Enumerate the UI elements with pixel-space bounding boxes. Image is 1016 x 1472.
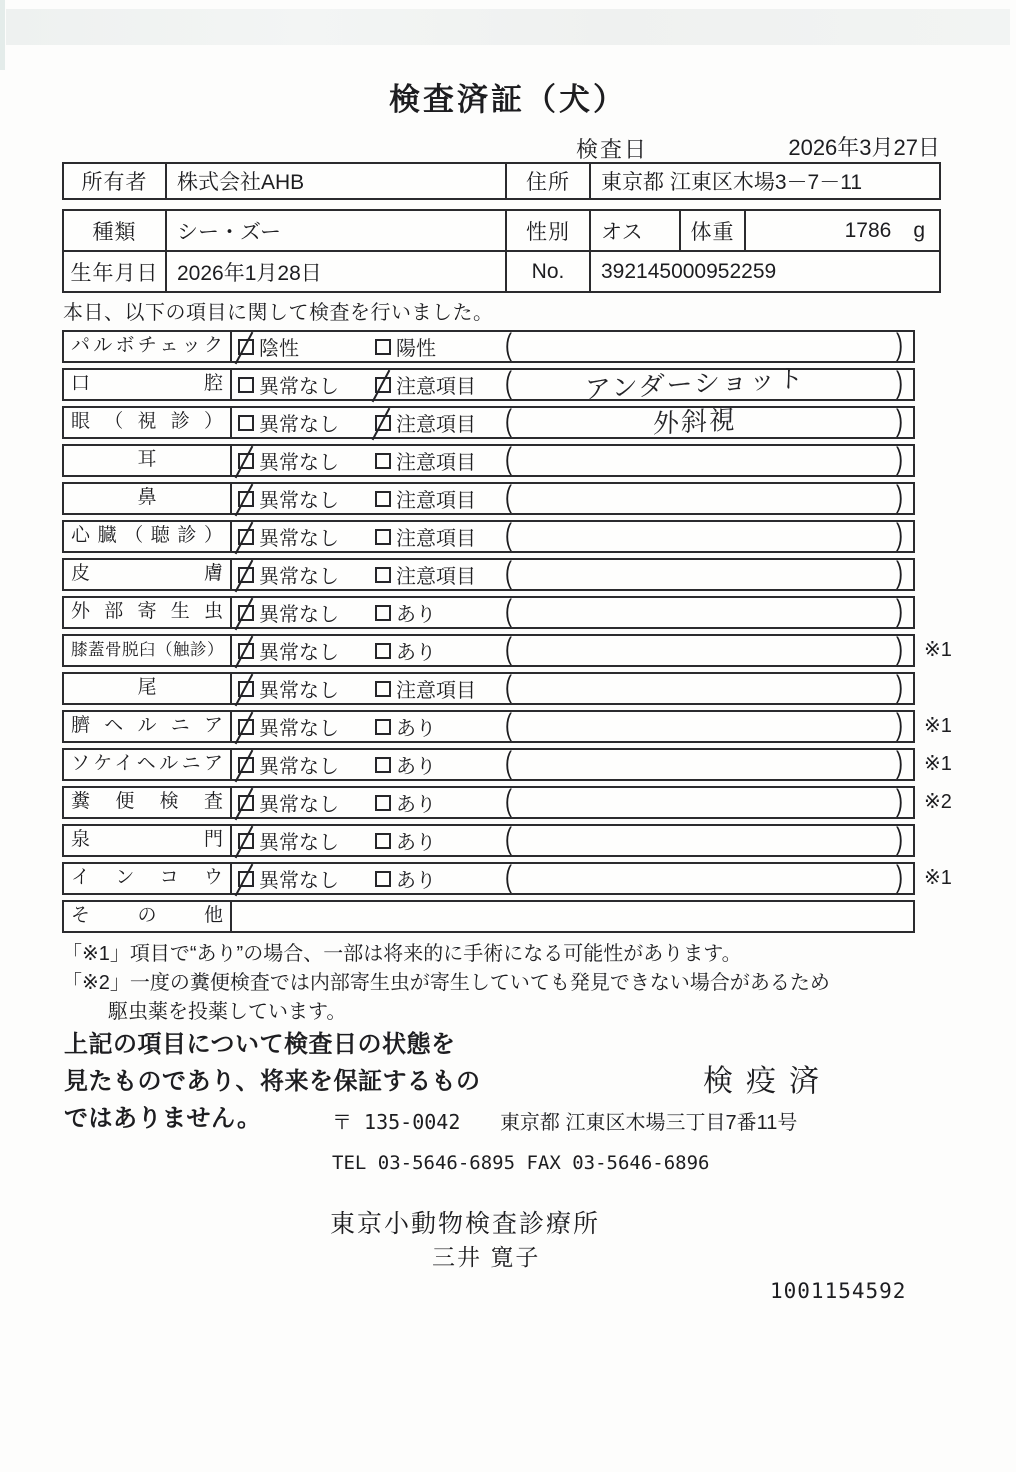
paren-close: ) (896, 594, 903, 628)
check-slash-icon (235, 445, 254, 478)
paren-open: ( (505, 556, 512, 590)
result-option-1 (238, 560, 339, 589)
postal-code: 〒 135-0042 (332, 1110, 461, 1134)
result-option-1 (238, 636, 339, 665)
result-option-2 (375, 674, 476, 703)
paren-open: ( (505, 670, 512, 704)
checklist-row-box (62, 444, 915, 477)
option-label: 注意項目 (396, 680, 476, 702)
birth-row (64, 250, 939, 291)
option-label: 注意項目 (396, 452, 476, 474)
checkbox-icon (238, 681, 254, 697)
item-result-area (232, 784, 913, 818)
weight-label: 体重 (679, 211, 744, 250)
item-label: パルボチェック (64, 332, 232, 361)
owner-value: 株式会社AHB (165, 164, 505, 198)
item-result-area (232, 708, 913, 742)
paren-close: ) (896, 708, 903, 742)
veterinarian-name: 三井 寛子 (432, 1244, 541, 1270)
check-slash-icon (235, 863, 254, 896)
weight-value: 1786 (844, 218, 892, 242)
paren-open: ( (505, 366, 512, 400)
item-label: 泉門 (64, 826, 232, 855)
item-result-area (232, 902, 913, 931)
scan-artifact-edge (0, 0, 5, 70)
checklist-row (62, 900, 1002, 933)
handwritten-note: 外斜視 (652, 403, 738, 439)
checkbox-icon (375, 415, 391, 431)
check-slash-icon (235, 597, 254, 630)
checklist-row (62, 786, 1002, 819)
animal-info-table (62, 209, 941, 293)
checkbox-icon (375, 567, 391, 583)
option-label: 注意項目 (396, 376, 476, 398)
option-label: あり (396, 642, 436, 664)
option-label: 異常なし (259, 490, 339, 512)
item-label: 心臓（聴診） (64, 522, 232, 551)
checkbox-icon (238, 453, 254, 469)
checklist-row-box (62, 862, 915, 895)
paren-close: ) (896, 328, 903, 362)
inspection-date-value: 2026年3月27日 (788, 135, 940, 160)
handwritten-note (517, 717, 873, 736)
result-option-2 (375, 446, 476, 475)
checklist-row (62, 482, 1002, 515)
item-label: 眼（視診） (64, 408, 232, 437)
item-label: 皮膚 (64, 560, 232, 589)
item-result-area (232, 442, 913, 476)
footnote-1: 「※1」項目で“あり”の場合、一部は将来的に手術になる可能性があります。 (62, 943, 742, 965)
paren-open: ( (505, 480, 512, 514)
checklist-row-box (62, 634, 915, 667)
page-title: 検査済証（犬） (389, 82, 627, 117)
item-result-area (232, 518, 913, 552)
sex-value: オス (589, 211, 679, 250)
birth-label: 生年月日 (70, 261, 159, 285)
disclaimer-line-2: 見たものであり、将来を保証するもの (64, 1068, 481, 1095)
option-label: 異常なし (259, 566, 339, 588)
checkbox-icon (238, 377, 254, 393)
option-label: あり (396, 832, 436, 854)
option-label: あり (396, 870, 436, 892)
result-option-2 (375, 750, 436, 779)
result-option-1 (238, 674, 339, 703)
option-label: 異常なし (259, 794, 339, 816)
option-label: 異常なし (259, 680, 339, 702)
paren-close: ) (896, 480, 903, 514)
result-option-2 (375, 484, 476, 513)
owner-row (64, 164, 939, 198)
paren-close: ) (896, 822, 903, 856)
breed-value: シー・ズー (165, 211, 505, 250)
checkbox-icon (375, 605, 391, 621)
checkbox-icon (238, 719, 254, 735)
paren-close: ) (896, 670, 903, 704)
paren-open: ( (505, 822, 512, 856)
breed-label: 種類 (92, 220, 137, 244)
checklist-row (62, 403, 1002, 439)
paren-open: ( (505, 860, 512, 894)
checkbox-icon (375, 643, 391, 659)
check-slash-icon (235, 825, 254, 858)
result-option-2 (375, 712, 436, 741)
checklist-row (62, 672, 1002, 705)
checklist-row (62, 824, 1002, 857)
checklist-row (62, 710, 1002, 743)
checkbox-icon (238, 871, 254, 887)
checklist-row-box (62, 824, 915, 857)
weight-value-cell (744, 211, 939, 250)
checkbox-icon (238, 415, 254, 431)
checkbox-icon (375, 871, 391, 887)
paren-close: ) (896, 860, 903, 894)
checklist-row-box (62, 520, 915, 553)
handwritten-note (517, 451, 873, 470)
handwritten-note: アンダーショット (584, 362, 806, 404)
result-option-2 (375, 370, 476, 399)
check-slash-icon (235, 673, 254, 706)
option-label: あり (396, 718, 436, 740)
check-slash-icon (235, 331, 254, 364)
paren-close: ) (896, 746, 903, 780)
result-option-1 (238, 788, 339, 817)
paren-close: ) (896, 404, 903, 438)
option-label: 異常なし (259, 414, 339, 436)
serial-number: 1001154592 (770, 1279, 907, 1303)
checklist-row (62, 862, 1002, 895)
checklist-table (62, 330, 1002, 938)
owner-table (62, 162, 941, 200)
checklist-row (62, 634, 1002, 667)
item-label: インコウ (64, 864, 232, 893)
item-label: 耳 (64, 446, 232, 475)
check-slash-icon (235, 559, 254, 592)
sex-label: 性別 (505, 211, 589, 250)
no-value: 392145000952259 (589, 252, 939, 291)
checklist-row (62, 748, 1002, 781)
checklist-row-box (62, 558, 915, 591)
check-slash-icon (235, 635, 254, 668)
item-result-area (232, 556, 913, 590)
inspection-date-label: 検査日 (576, 137, 649, 162)
paren-open: ( (505, 746, 512, 780)
item-label: その他 (64, 902, 232, 931)
footnote-ref: ※1 (924, 867, 952, 889)
check-slash-icon (235, 749, 254, 782)
option-label: 異常なし (259, 870, 339, 892)
checkbox-icon (375, 453, 391, 469)
breed-row (64, 211, 939, 250)
option-label: 注意項目 (396, 528, 476, 550)
checkbox-icon (375, 833, 391, 849)
footnote-ref: ※1 (924, 639, 952, 661)
item-label: 糞便検査 (64, 788, 232, 817)
checkbox-icon (238, 567, 254, 583)
clinic-address: 東京都 江東区木場三丁目7番11号 (499, 1112, 798, 1134)
checkbox-icon (375, 339, 391, 355)
result-option-1 (238, 750, 339, 779)
paren-close: ) (896, 442, 903, 476)
option-label: 異常なし (259, 832, 339, 854)
item-label: ソケイヘルニア (64, 750, 232, 779)
checkbox-icon (375, 529, 391, 545)
paren-open: ( (505, 518, 512, 552)
check-slash-icon (235, 787, 254, 820)
footnote-ref: ※1 (924, 715, 952, 737)
checklist-row-box (62, 748, 915, 781)
footnote-ref: ※1 (924, 753, 952, 775)
paren-close: ) (896, 556, 903, 590)
no-label: No. (505, 252, 589, 291)
result-option-2 (375, 826, 436, 855)
item-result-area (232, 670, 913, 704)
result-option-1 (238, 484, 339, 513)
item-label: 口腔 (64, 370, 232, 399)
check-slash-icon (235, 711, 254, 744)
handwritten-note (517, 527, 873, 546)
birth-value: 2026年1月28日 (165, 252, 505, 291)
result-option-2 (375, 788, 436, 817)
handwritten-note (517, 337, 873, 356)
paren-close: ) (896, 366, 903, 400)
paren-close: ) (896, 632, 903, 666)
item-result-area (232, 822, 913, 856)
quarantine-passed-stamp: 検疫済 (703, 1065, 832, 1098)
checklist-row-box (62, 596, 915, 629)
footnotes (62, 940, 830, 1027)
paren-open: ( (505, 784, 512, 818)
checkbox-icon (375, 795, 391, 811)
result-option-2 (375, 332, 436, 361)
option-label: あり (396, 794, 436, 816)
handwritten-note (517, 755, 873, 774)
result-option-1 (238, 864, 339, 893)
option-label: 陰性 (259, 338, 299, 360)
postal-line (332, 1106, 797, 1135)
item-label: 膝蓋骨脱臼（触診） (64, 636, 232, 665)
scan-artifact-band (6, 9, 1010, 45)
option-label: 注意項目 (396, 414, 476, 436)
checkbox-icon (238, 757, 254, 773)
owner-label: 所有者 (81, 171, 148, 194)
result-option-2 (375, 560, 476, 589)
option-label: 異常なし (259, 452, 339, 474)
option-label: 異常なし (259, 528, 339, 550)
result-option-1 (238, 712, 339, 741)
result-option-2 (375, 598, 436, 627)
result-option-2 (375, 636, 436, 665)
checkbox-icon (238, 795, 254, 811)
checklist-row (62, 520, 1002, 553)
checkbox-icon (238, 529, 254, 545)
check-slash-icon (235, 521, 254, 554)
handwritten-note (517, 679, 873, 698)
check-slash-icon (372, 407, 391, 440)
checkbox-icon (375, 719, 391, 735)
checklist-row-box (62, 482, 915, 515)
check-slash-icon (235, 483, 254, 516)
checklist-row-box (62, 672, 915, 705)
handwritten-note (517, 565, 873, 584)
address-label: 住所 (505, 164, 589, 198)
item-label: 尾 (64, 674, 232, 703)
item-label: 鼻 (64, 484, 232, 513)
checkbox-icon (238, 491, 254, 507)
checkbox-icon (375, 491, 391, 507)
result-option-2 (375, 522, 476, 551)
paren-open: ( (505, 404, 512, 438)
result-option-1 (238, 522, 339, 551)
disclaimer-line-3: ではありません。 (64, 1105, 262, 1132)
paren-close: ) (896, 784, 903, 818)
checkbox-icon (375, 681, 391, 697)
tel-fax-line: TEL 03-5646-6895 FAX 03-5646-6896 (332, 1152, 710, 1174)
handwritten-note (517, 641, 873, 660)
result-option-1 (238, 408, 339, 437)
option-label: 異常なし (259, 718, 339, 740)
result-option-2 (375, 408, 476, 437)
paren-open: ( (505, 442, 512, 476)
paren-open: ( (505, 328, 512, 362)
address-value: 東京都 江東区木場3－7－11 (589, 164, 939, 198)
checklist-row-box (62, 710, 915, 743)
handwritten-note (517, 489, 873, 508)
handwritten-note (517, 869, 873, 888)
option-label: 注意項目 (396, 566, 476, 588)
item-label: 外部寄生虫 (64, 598, 232, 627)
checklist-row-box (62, 786, 915, 819)
paren-open: ( (505, 594, 512, 628)
checklist-row (62, 558, 1002, 591)
result-option-1 (238, 598, 339, 627)
footnote-ref: ※2 (924, 791, 952, 813)
checkbox-icon (238, 339, 254, 355)
intro-text: 本日、以下の項目に関して検査を行いました。 (63, 302, 494, 324)
result-option-2 (375, 864, 436, 893)
checklist-row (62, 596, 1002, 629)
check-slash-icon (372, 369, 391, 402)
checkbox-icon (238, 605, 254, 621)
option-label: 陽性 (396, 338, 436, 360)
checkbox-icon (238, 643, 254, 659)
result-option-1 (238, 370, 339, 399)
option-label: 注意項目 (396, 490, 476, 512)
paren-close: ) (896, 518, 903, 552)
weight-unit: g (913, 218, 925, 242)
result-option-1 (238, 332, 299, 361)
checklist-row-box (62, 403, 915, 439)
item-result-area (232, 594, 913, 628)
footnote-2: 「※2」一度の糞便検査では内部寄生虫が寄生していても発見できない場合があるため (62, 972, 830, 994)
paren-open: ( (505, 708, 512, 742)
item-result-area (232, 632, 913, 666)
handwritten-note (517, 831, 873, 850)
result-option-1 (238, 446, 339, 475)
checkbox-icon (375, 757, 391, 773)
option-label: あり (396, 756, 436, 778)
checkbox-icon (238, 833, 254, 849)
item-result-area (232, 480, 913, 514)
checkbox-icon (375, 377, 391, 393)
item-result-area (232, 860, 913, 894)
option-label: 異常なし (259, 756, 339, 778)
handwritten-note (517, 603, 873, 622)
item-label: 臍ヘルニア (64, 712, 232, 741)
disclaimer-line-1: 上記の項目について検査日の状態を (64, 1031, 456, 1058)
option-label: あり (396, 604, 436, 626)
handwritten-note (517, 793, 873, 812)
item-result-area (232, 403, 913, 439)
checklist-row-box (62, 900, 915, 933)
option-label: 異常なし (259, 642, 339, 664)
item-result-area (232, 746, 913, 780)
footnote-2-continued: 駆虫薬を投薬しています。 (108, 1001, 347, 1023)
clinic-name: 東京小動物検査診療所 (330, 1210, 601, 1238)
result-option-1 (238, 826, 339, 855)
checklist-row (62, 444, 1002, 477)
paren-open: ( (505, 632, 512, 666)
option-label: 異常なし (259, 604, 339, 626)
option-label: 異常なし (259, 376, 339, 398)
